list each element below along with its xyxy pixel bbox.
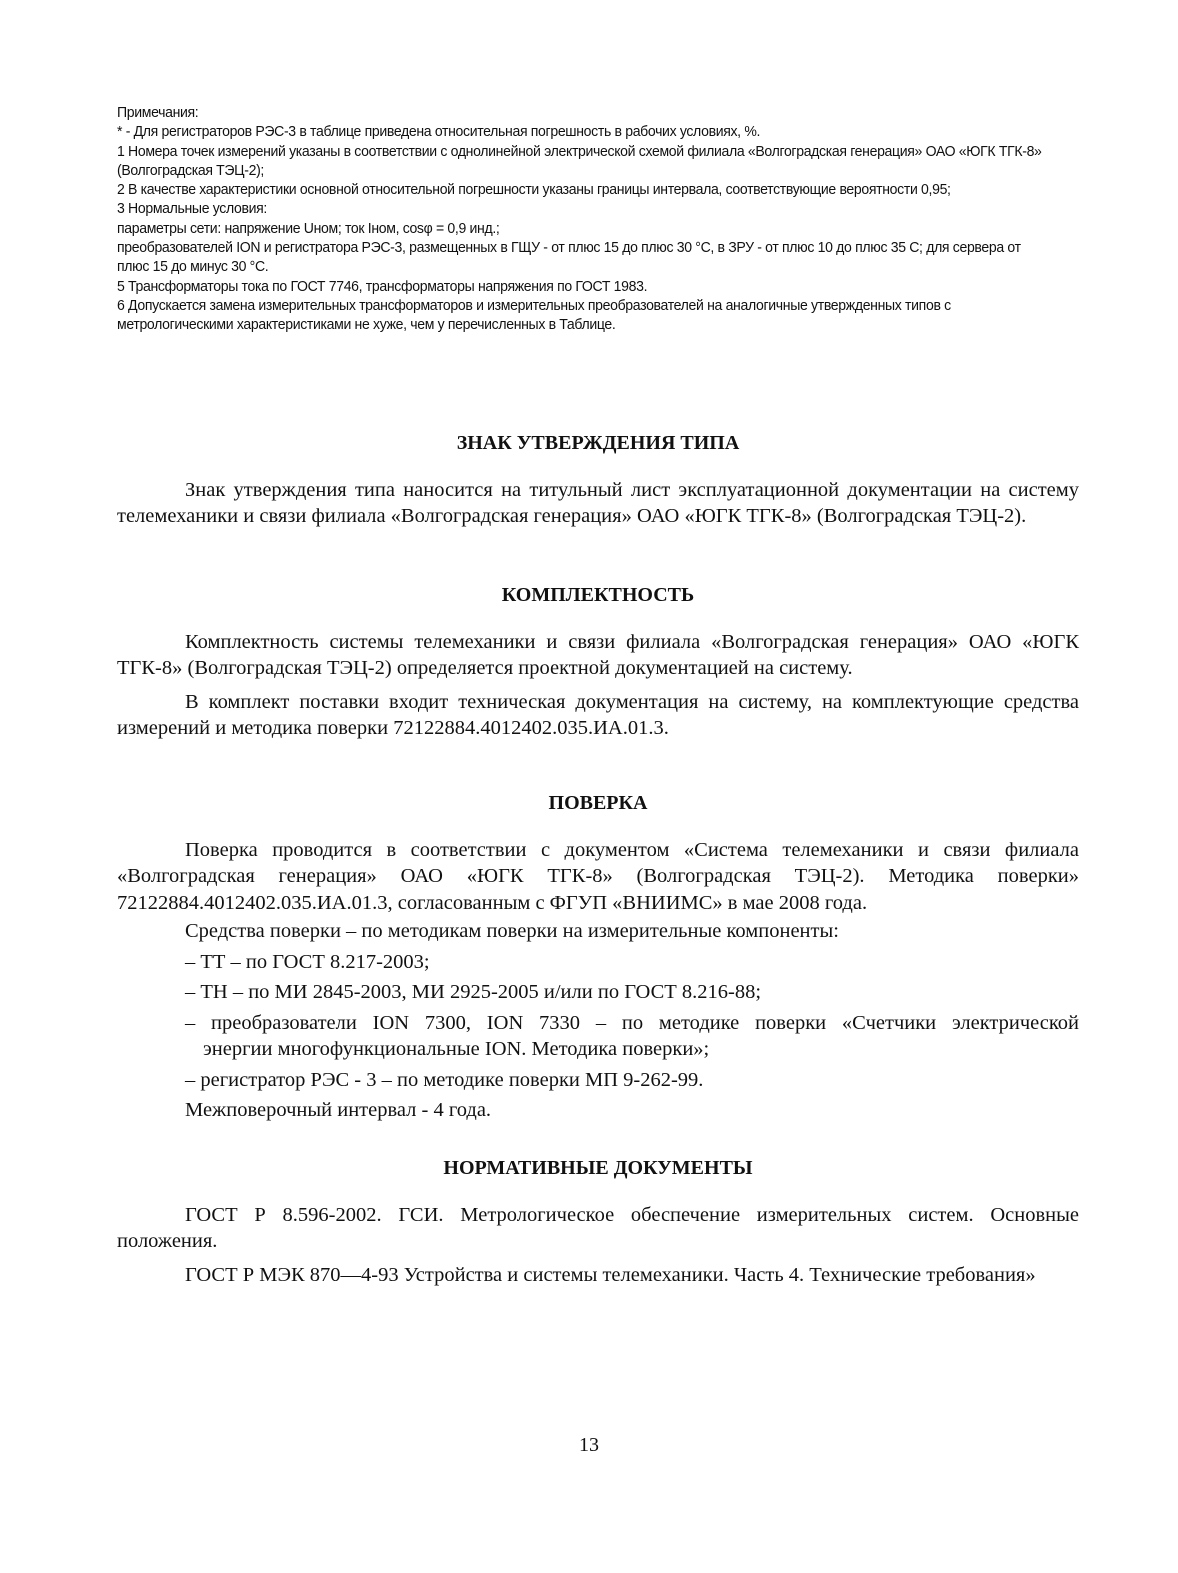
note-line: * - Для регистраторов РЭС-3 в таблице приведена относительная погрешность в рабочих условиях, %. — [117, 124, 761, 141]
section-normative — [117, 1155, 1079, 1288]
list-item: – регистратор РЭС - 3 – по методике поверки МП 9-262-99. — [185, 1068, 704, 1091]
note-line: 3 Нормальные условия: — [117, 201, 267, 218]
note-line: 6 Допускается замена измерительных трансформаторов и измерительных преобразователей на аналогичные утвержденных типов с метрологическими характеристиками не хуже, чем у перечисленных в Таблице. — [117, 297, 951, 334]
paragraph: В комплект поставки входит техническая документация на систему, на комплектующие средства измерений и методика поверки 72122884.4012402.035.ИА.01.3. — [117, 690, 1079, 739]
paragraph: Межповерочный интервал - 4 года. — [185, 1099, 492, 1121]
list-item: – преобразователи ION 7300, ION 7330 – по методике поверки «Счетчики электрической — [185, 1011, 1079, 1034]
paragraph: Средства поверки – по методикам поверки на измерительные компоненты: — [185, 920, 839, 942]
paragraph: ГОСТ Р 8.596-2002. ГСИ. Метрологическое обеспечение измерительных систем. Основные положения. — [117, 1203, 1079, 1252]
section-completeness — [117, 582, 1079, 742]
note-line: 1 Номера точек измерений указаны в соответствии с однолинейной электрической схемой филиала «Волгоградская генерация» ОАО «ЮГК ТГК-8» (Волгоградская ТЭЦ-2); — [117, 143, 1042, 179]
section-verification — [117, 790, 1079, 1128]
note-line: 2 В качестве характеристики основной относительной погрешности указаны границы интервала, соответствующие вероятности 0,95; — [117, 182, 951, 199]
page-number: 13 — [579, 1434, 599, 1456]
section-heading: НОРМАТИВНЫЕ ДОКУМЕНТЫ — [443, 1157, 753, 1179]
notes-title: Примечания: — [117, 105, 199, 121]
paragraph: ГОСТ Р МЭК 870—4-93 Устройства и системы телемеханики. Часть 4. Технические требования» — [185, 1263, 1036, 1286]
note-line: преобразователей ION и регистратора РЭС-3, размещенных в ГЩУ - от плюс 15 до плюс 30 °С, в ЗРУ - от плюс 10 до плюс 35 С; для сервера от плюс 15 до минус 30 °С. — [117, 240, 1021, 276]
list-item: энергии многофункциональные ION. Методика поверки»; — [203, 1038, 710, 1060]
section-heading: КОМПЛЕКТНОСТЬ — [501, 584, 695, 606]
note-line: параметры сети: напряжение Uном; ток Iном, cosφ = 0,9 инд.; — [117, 220, 500, 237]
paragraph: Поверка проводится в соответствии с документом «Система телемеханики и связи филиала «Волгоградская генерация» ОАО «ЮГК ТГК-8» (Волгоградская ТЭЦ-2). Методика поверки» 72122884.4012402.035.ИА.01.3, согласованным с ФГУП «ВНИИМС» в мае 2008 года. — [117, 838, 1079, 914]
section-heading: ПОВЕРКА — [548, 792, 648, 814]
section-heading: ЗНАК УТВЕРЖДЕНИЯ ТИПА — [456, 432, 740, 454]
paragraph: Знак утверждения типа наносится на титульный лист эксплуатационной документации на систему телемеханики и связи филиала «Волгоградская генерация» ОАО «ЮГК ТГК-8» (Волгоградская ТЭЦ-2). — [117, 478, 1079, 527]
section-sign — [117, 430, 1079, 530]
paragraph: Комплектность системы телемеханики и связи филиала «Волгоградская генерация» ОАО «ЮГК ТГК-8» (Волгоградская ТЭЦ-2) определяется проектной документацией на систему. — [117, 630, 1079, 679]
note-line: 5 Трансформаторы тока по ГОСТ 7746, трансформаторы напряжения по ГОСТ 1983. — [117, 278, 648, 295]
list-item: – ТН – по МИ 2845-2003, МИ 2925-2005 и/или по ГОСТ 8.216-88; — [185, 981, 762, 1003]
list-item: – ТТ – по ГОСТ 8.217-2003; — [185, 950, 430, 973]
notes-block — [117, 104, 1050, 336]
